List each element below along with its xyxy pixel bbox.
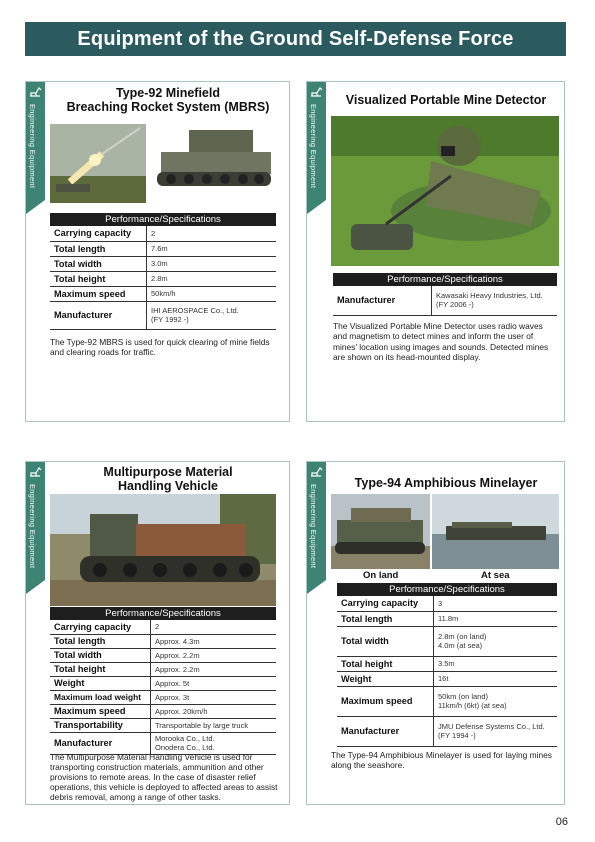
excavator-icon <box>29 86 42 98</box>
page-banner: Equipment of the Ground Self-Defense Force <box>25 22 566 56</box>
excavator-icon <box>310 466 323 478</box>
spec-value <box>434 686 558 716</box>
spec-value-line: Morooka Co., Ltd. <box>155 734 215 743</box>
card-title <box>50 465 286 494</box>
category-label: Engineering Equipment <box>28 104 37 189</box>
spec-value <box>432 286 558 315</box>
spec-key: Maximum load weight <box>50 690 151 704</box>
spec-key: Total height <box>50 662 151 676</box>
category-tab <box>307 82 326 420</box>
spec-row <box>50 732 276 754</box>
mbrs-vehicle-photo <box>151 124 275 203</box>
spec-key: Total width <box>50 256 147 271</box>
minelayer-sea-photo <box>432 494 559 569</box>
spec-key: Maximum speed <box>50 286 147 301</box>
spec-value: 3 <box>434 596 558 611</box>
spec-row <box>337 686 557 716</box>
spec-key: Transportability <box>50 718 151 732</box>
spec-key: Total length <box>50 241 147 256</box>
spec-value <box>147 301 277 329</box>
rocket-launch-photo <box>50 124 146 203</box>
spec-row <box>50 718 276 732</box>
spec-value-line: (FY 1994 -) <box>438 731 476 740</box>
spec-table <box>333 286 557 316</box>
category-tab <box>307 462 326 803</box>
spec-key: Maximum speed <box>50 704 151 718</box>
card-amphibious-minelayer <box>306 461 565 805</box>
spec-value: Approx. 20km/h <box>151 704 277 718</box>
spec-row <box>50 301 276 329</box>
category-label: Engineering Equipment <box>28 484 37 569</box>
spec-row <box>337 656 557 671</box>
minelayer-land-photo <box>331 494 430 569</box>
spec-key: Manufacturer <box>50 732 151 754</box>
card-description: The Visualized Portable Mine Detector uses radio waves and magnetism to detect mines and inform the user of mines’ location using images and sounds. Detected mines are shown on its head-mounted display. <box>333 321 549 362</box>
card-description: The Type-92 MBRS is used for quick clearing of mine fields and clearing roads for traffic. <box>50 337 270 358</box>
spec-key: Weight <box>50 676 151 690</box>
spec-row <box>50 662 276 676</box>
spec-value-line: IHI AEROSPACE Co., Ltd. <box>151 306 239 315</box>
spec-value <box>151 732 277 754</box>
title-line: Type-94 Amphibious Minelayer <box>354 476 538 490</box>
spec-row <box>50 241 276 256</box>
spec-value: 11.8m <box>434 611 558 626</box>
title-line: Breaching Rocket System (MBRS) <box>66 100 270 115</box>
spec-row <box>333 286 557 315</box>
excavator-icon <box>29 466 42 478</box>
spec-key: Manufacturer <box>333 286 432 315</box>
spec-row <box>50 676 276 690</box>
card-title <box>331 476 561 490</box>
spec-value-line: (FY 2006 -) <box>436 300 474 310</box>
spec-heading: Performance/Specifications <box>333 273 557 286</box>
spec-heading: Performance/Specifications <box>50 213 276 226</box>
spec-value-line: 4.0m (at sea) <box>438 641 483 650</box>
card-mbrs <box>25 81 290 422</box>
spec-value-line: Kawasaki Heavy Industries, Ltd. <box>436 291 543 301</box>
spec-key: Total length <box>337 611 434 626</box>
spec-row <box>50 704 276 718</box>
spec-value-line: JMU Defense Systems Co., Ltd. <box>438 722 545 731</box>
spec-value: Approx. 2.2m <box>151 662 277 676</box>
spec-key: Manufacturer <box>50 301 147 329</box>
card-material-handling <box>25 461 290 805</box>
excavator-icon <box>310 86 323 98</box>
spec-value-line: 11km/h (6kt) (at sea) <box>438 701 507 710</box>
spec-value-line: 2.8m (on land) <box>438 632 487 641</box>
spec-row <box>337 716 557 746</box>
spec-row <box>50 271 276 286</box>
spec-key: Maximum speed <box>337 686 434 716</box>
spec-key: Total length <box>50 634 151 648</box>
card-mine-detector <box>306 81 565 422</box>
card-title <box>331 93 561 107</box>
spec-key: Carrying capacity <box>337 596 434 611</box>
title-line: Handling Vehicle <box>117 479 219 494</box>
spec-row <box>337 626 557 656</box>
spec-row <box>337 611 557 626</box>
spec-row <box>50 690 276 704</box>
spec-value-line: (FY 1992 -) <box>151 315 189 324</box>
caption-on-land: On land <box>363 570 399 581</box>
spec-heading: Performance/Specifications <box>50 607 276 620</box>
title-line: Multipurpose Material <box>103 465 233 479</box>
spec-row <box>50 620 276 634</box>
spec-value: 16t <box>434 671 558 686</box>
spec-key: Total height <box>337 656 434 671</box>
spec-value: Transportable by large truck <box>151 718 277 732</box>
spec-value: 2.8m <box>147 271 277 286</box>
spec-heading: Performance/Specifications <box>337 583 557 596</box>
caption-at-sea: At sea <box>481 570 510 581</box>
card-description: The Multipurpose Material Handling Vehicle is used for transporting construction materials, ammunition and other provisions to remote areas. In the case of disaster relief operations, this vehicle is deployed to affected areas to assist debris removal, among a range of other tasks. <box>50 752 278 802</box>
spec-value: Approx. 2.2m <box>151 648 277 662</box>
page-number: 06 <box>555 816 568 828</box>
spec-key: Total width <box>50 648 151 662</box>
spec-row <box>50 634 276 648</box>
spec-row <box>337 671 557 686</box>
spec-key: Total height <box>50 271 147 286</box>
spec-value: 3.0m <box>147 256 277 271</box>
category-label: Engineering Equipment <box>309 484 318 569</box>
category-tab <box>26 82 45 420</box>
card-description: The Type-94 Amphibious Minelayer is used for laying mines along the seashore. <box>331 750 552 771</box>
card-title <box>50 86 286 115</box>
title-line: Type-92 Minefield <box>116 86 220 100</box>
spec-key: Manufacturer <box>337 716 434 746</box>
spec-table <box>337 596 557 747</box>
spec-value: 50km/h <box>147 286 277 301</box>
spec-value <box>434 626 558 656</box>
spec-key: Total width <box>337 626 434 656</box>
spec-row <box>50 286 276 301</box>
spec-table <box>50 226 276 330</box>
spec-value: Approx. 3t <box>151 690 277 704</box>
material-handling-vehicle-photo <box>50 494 276 606</box>
spec-value <box>434 716 558 746</box>
spec-key: Carrying capacity <box>50 620 151 634</box>
category-tab <box>26 462 45 803</box>
spec-value: 3.5m <box>434 656 558 671</box>
spec-value: 2 <box>147 226 277 241</box>
spec-value-line: 50km (on land) <box>438 692 489 701</box>
spec-key: Carrying capacity <box>50 226 147 241</box>
spec-value: 2 <box>151 620 277 634</box>
category-label: Engineering Equipment <box>309 104 318 189</box>
spec-value: 7.6m <box>147 241 277 256</box>
spec-value: Approx. 5t <box>151 676 277 690</box>
title-line: Visualized Portable Mine Detector <box>345 93 547 107</box>
spec-row <box>337 596 557 611</box>
spec-value-line: Onodera Co., Ltd. <box>155 743 215 752</box>
spec-row <box>50 256 276 271</box>
spec-table <box>50 620 276 755</box>
spec-value: Approx. 4.3m <box>151 634 277 648</box>
spec-key: Weight <box>337 671 434 686</box>
spec-row <box>50 226 276 241</box>
mine-detector-photo <box>331 116 559 266</box>
spec-row <box>50 648 276 662</box>
